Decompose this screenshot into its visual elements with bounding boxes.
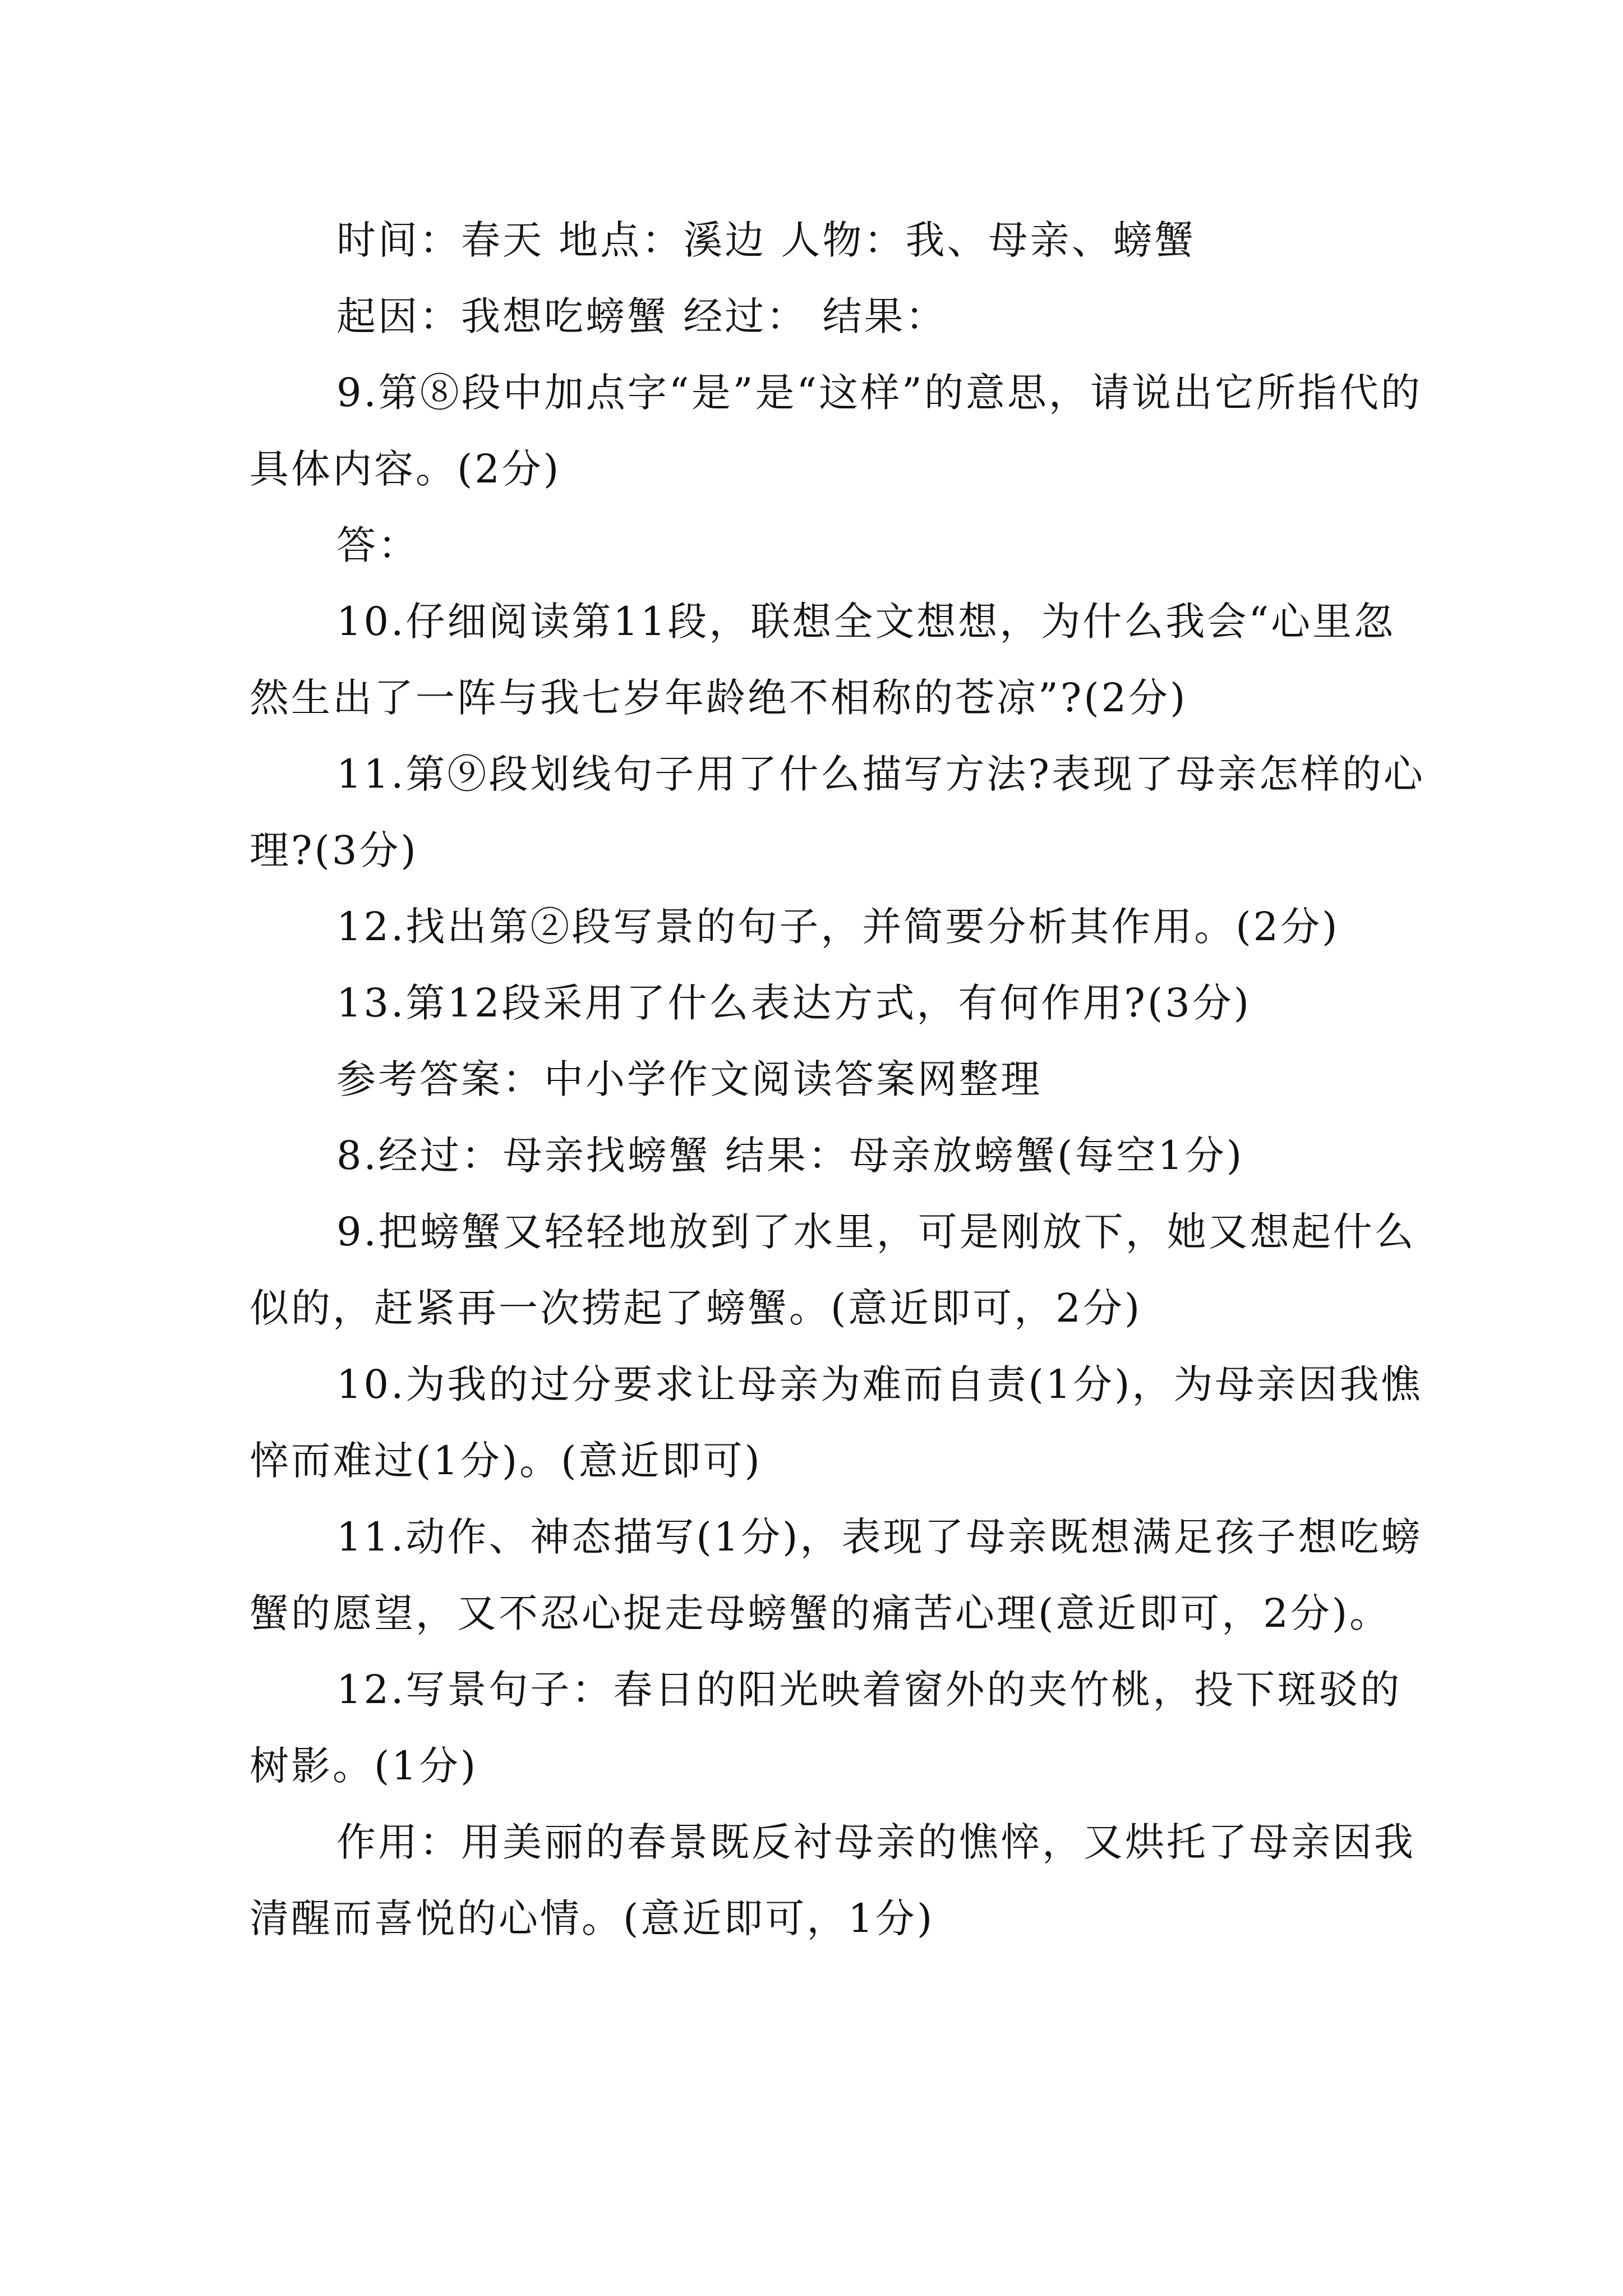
document-body (250, 202, 1427, 1957)
question-11: 11.第⑨段划线句子用了什么描写方法?表现了母亲怎样的心理?(3分) (250, 751, 1425, 873)
question-10: 10.仔细阅读第11段，联想全文想想，为什么我会“心里忽然生出了一阵与我七岁年龄绝不相称的苍凉”?(2分) (250, 599, 1396, 721)
answer-10: 10.为我的过分要求让母亲为难而自责(1分)，为母亲因我憔悴而难过(1分)。(意近即可) (250, 1361, 1423, 1484)
question-13: 13.第12段采用了什么表达方式，有何作用?(3分) (336, 980, 1252, 1026)
answer-9: 9.把螃蟹又轻轻地放到了水里，可是刚放下，她又想起什么似的，赶紧再一次捞起了螃蟹。(意近即可，2分) (250, 1209, 1416, 1331)
paragraph-plot: 起因：我想吃螃蟹 经过： 结果： (336, 293, 947, 339)
reference-answers-heading: 参考答案：中小学作文阅读答案网整理 (336, 1056, 1042, 1102)
answer-11: 11.动作、神态描写(1分)，表现了母亲既想满足孩子想吃螃蟹的愿望，又不忍心捉走母螃蟹的痛苦心理(意近即可，2分)。 (250, 1514, 1423, 1636)
paragraph-setting: 时间：春天 地点：溪边 人物：我、母亲、螃蟹 (336, 217, 1196, 263)
answer-8: 8.经过：母亲找螃蟹 结果：母亲放螃蟹(每空1分) (336, 1133, 1244, 1179)
question-9: 9.第⑧段中加点字“是”是“这样”的意思，请说出它所指代的具体内容。(2分) (250, 370, 1422, 492)
answer-label: 答： (336, 522, 419, 568)
answer-12-function: 作用：用美丽的春景既反衬母亲的憔悴，又烘托了母亲因我清醒而喜悦的心情。(意近即可，1分) (250, 1819, 1415, 1941)
answer-12: 12.写景句子：春日的阳光映着窗外的夹竹桃，投下斑驳的树影。(1分) (250, 1667, 1402, 1789)
question-12: 12.找出第②段写景的句子，并简要分析其作用。(2分) (336, 904, 1340, 950)
